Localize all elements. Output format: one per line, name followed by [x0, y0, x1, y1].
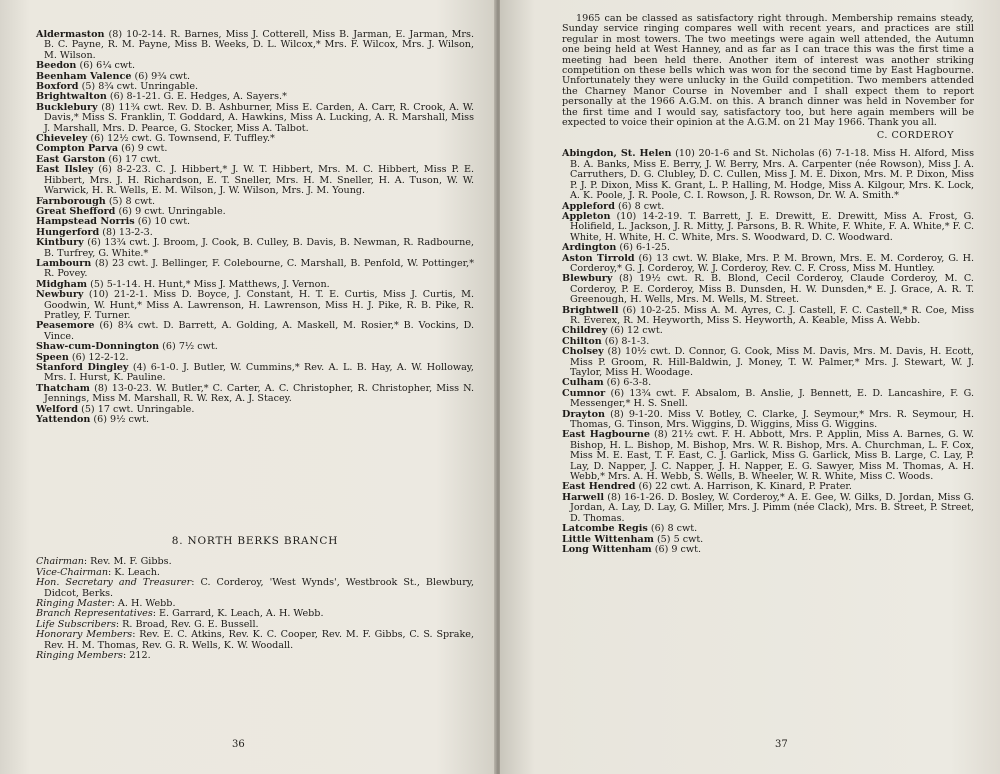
tower-name: Appleford [562, 200, 615, 212]
tower-name: East Ilsley [36, 164, 94, 176]
tower-details: (6) 8-2-23. C. J. Hibbert,* J. W. T. Hibbert, Mrs. M. C. Hibbert, Miss P. E. Hibbert, Mrs. J. H. Richardson, E. T. Sneller, Mrs. H. M. Sneller, H. A. Tuson, W. W. Warwick, H. R. Wells, E. M. Wilson, J. W. Wilson, Mrs. J. M. Young. [44, 164, 474, 197]
officer-role: Life Subscribers [36, 618, 116, 630]
tower-name: Great Shefford [36, 205, 116, 217]
tower-entry [562, 306, 974, 327]
page-number-right: 37 [775, 739, 788, 750]
tower-details: (8) 10-2-14. R. Barnes, Miss J. Cotterell, Miss B. Jarman, E. Jarman, Mrs. B. C. Payne, R. M. Payne, Miss B. Weeks, D. L. Wilcox,* Mrs. F. Wilcox, Mrs. J. Wilson, M. Wilson. [44, 29, 474, 61]
officer-names: : R. Broad, Rev. G. E. Bussell. [115, 618, 259, 630]
tower-name: East Garston [36, 153, 106, 165]
tower-entry [36, 259, 474, 280]
tower-details: (6) 17 cwt. [105, 153, 161, 165]
tower-details: (10) 21-2-1. Miss D. Boyce, J. Constant, H. T. E. Curtis, Miss J. Curtis, M. Goodwin, W. Hunt,* Miss A. Lawrenson, H. Lawrenson, Miss H. J. Pike, R. B. Pike, R. Pratley, F. Turner. [44, 289, 474, 321]
tower-details: (4) 6-1-0. J. Butler, W. Cummins,* Rev. A. L. B. Hay, A. W. Holloway, Mrs. I. Hurst, K. Pauline. [44, 362, 474, 384]
branch-officers [36, 557, 474, 661]
tower-details: (8) 13-2-3. [99, 226, 153, 238]
tower-name: Childrey [562, 325, 608, 337]
tower-details: (6) 6-3-8. [603, 377, 652, 389]
tower-name: Abingdon, St. Helen [562, 148, 672, 160]
tower-details: (5) 5 cwt. [653, 533, 704, 545]
tower-details: (6) 8-1-3. [601, 335, 650, 347]
tower-name: Hungerford [36, 226, 100, 238]
officer-role: Ringing Master [36, 598, 112, 610]
tower-details: (6) 10-2-25. Miss A. M. Ayres, C. J. Castell, F. C. Castell,* R. Coe, Miss R. Everex, R. M. Heyworth, Miss S. Heyworth, A. Keable, Miss A. Webb. [570, 304, 974, 326]
tower-details: (6) 6-1-25. [616, 242, 670, 254]
tower-details: (6) 13¾ cwt. F. Absalom, B. Anslie, J. Bennett, E. D. Lancashire, F. G. Messenger,* H. S. Snell. [570, 387, 974, 410]
tower-name: Aldermaston [36, 29, 105, 40]
tower-details: (10) 14-2-19. T. Barrett, J. E. Drewitt, E. Drewitt, Miss A. Frost, G. Holifield, L. Jackson, J. R. Mitty, J. Parsons, B. R. White, F. White, F. A. White,* F. C. White, H. White, H. C. White, Mrs. S. Woodward, D. C. Woodward. [570, 210, 974, 243]
tower-name: Culham [562, 377, 604, 389]
tower-details: (8) 19½ cwt. R. B. Blond, Cecil Corderoy, Claude Corderoy, M. C. Corderoy, P. E. Corderoy, Miss B. Dunsden, H. W. Dunsden,* E. J. Grace, A. R. T. Greenough, H. Wells, Mrs. M. Wells, M. Street. [570, 273, 974, 306]
officer-role: Vice-Chairman [36, 566, 109, 578]
tower-details: (6) 13 cwt. W. Blake, Mrs. P. M. Brown, Mrs. E. M. Corderoy, G. H. Corderoy,* G. J. Corderoy, W. J. Corderoy, Rev. C. F. Cross, Miss M. Huntley. [570, 252, 975, 274]
tower-details: (6) 9 cwt. Unringable. [115, 205, 226, 217]
tower-name: Harwell [562, 491, 604, 503]
tower-details: (8) 9-1-20. Miss V. Botley, C. Clarke, J. Seymour,* Mrs. R. Seymour, H. Thomas, G. Tinson, Mrs. Wiggins, D. Wiggins, Miss G. Wiggins. [570, 408, 974, 431]
tower-details: (6) 8-1-21. G. E. Hedges, A. Sayers.* [106, 91, 287, 103]
officer-role: Honorary Members [36, 629, 133, 641]
tower-details: (5) 8¾ cwt. Unringable. [78, 81, 199, 93]
tower-details: (8) 23 cwt. J. Bellinger, F. Colebourne, C. Marshall, B. Penfold, W. Pottinger,* R. Povey. [44, 257, 474, 280]
tower-name: Brightwalton [36, 91, 107, 103]
tower-name: Stanford Dingley [36, 362, 129, 373]
tower-name: Chilton [562, 335, 602, 347]
officer-names: : E. Garrard, K. Leach, A. H. Webb. [152, 608, 324, 620]
officer-names: : 212. [122, 650, 151, 662]
officer-names: : A. H. Webb. [111, 598, 176, 610]
tower-name: Long Wittenham [562, 543, 652, 555]
tower-entry [562, 149, 974, 201]
tower-name: Little Wittenham [562, 533, 654, 545]
officer-names: : C. Corderoy, 'West Wynds', Westbrook St., Blewbury, Didcot, Berks. [44, 577, 474, 599]
tower-name: East Hagbourne [562, 429, 650, 441]
tower-entry [36, 363, 474, 384]
tower-details: (5) 5-1-14. H. Hunt,* Miss J. Matthews, J. Vernon. [87, 278, 330, 290]
tower-details: (5) 8 cwt. [105, 195, 156, 207]
tower-details: (10) 20-1-6 and St. Nicholas (6) 7-1-18. Miss H. Alford, Miss B. A. Banks, Miss E. Berry, J. W. Berry, Mrs. A. Carpenter (née Rowson), Miss J. A. Carruthers, D. G. Clubley, D. C. Cullen, Miss J. M. E. Dixon, Mrs. M. P. Dixon, Miss P. J. P. Dixon, Miss K. Grant, L. P. Halling, M. Hodge, Miss A. Kilgour, Mrs. K. Lock, A. K. Poole, J. R. Poole, C. I. Rowson, J. R. Rowson, Dr. W. A. Smith.* [570, 148, 974, 202]
tower-name: Farnborough [36, 195, 106, 207]
tower-details: (6) 12½ cwt. G. Townsend, F. Tuffley.* [87, 133, 275, 145]
right-page [500, 0, 1000, 774]
tower-name: Compton Parva [36, 143, 119, 155]
tower-name: Kintbury [36, 237, 84, 249]
tower-entry [36, 238, 474, 259]
tower-details: (8) 10½ cwt. D. Connor, G. Cook, Miss M. Davis, Mrs. M. Davis, H. Ecott, Miss P. Groom, R. Hill-Baldwin, J. Money, T. W. Palmer,* Mrs. J. Stewart, W. J. Taylor, Miss H. Woodage. [570, 346, 974, 378]
branch-report: 1965 can be classed as satisfactory right through. Membership remains steady, Sunday service ringing compares well with recent years, and practices are still regular in most towers. The two meetings were again well attended, the Autumn one being held at West Hanney, and as far as I can trace this was the first time a meeting had been held there. Another item of interest was another striking competition on these bells which was won for the second time by East Hagbourne. Unfortunately they were unlucky in the Guild competition. Two members attended the Charney Manor Course in November and I shall expect them to report personally at the 1966 A.G.M. on this. A branch dinner was held in November for the first time and I would say, satisfactory too, but here again members will be expected to voice their opinion at the A.G.M. on 21 May 1966. Thank you all. [562, 13, 974, 129]
branch-title: 8. NORTH BERKS BRANCH [171, 535, 339, 548]
tower-details: (6) 12-2-12. [68, 351, 129, 363]
tower-entry [562, 430, 974, 482]
right-entries-list [562, 149, 974, 555]
tower-name: Shaw-cum-Donnington [36, 341, 160, 353]
tower-details: (6) 12 cwt. [607, 325, 663, 337]
tower-name: Yattendon [36, 414, 91, 426]
spacer [36, 425, 474, 535]
tower-details: (6) 9 cwt. [118, 143, 168, 155]
tower-name: Speen [36, 351, 69, 363]
tower-name: Peasemore [36, 320, 95, 332]
tower-details: (8) 16-1-26. D. Bosley, W. Corderoy,* A. E. Gee, W. Gilks, D. Jordan, Miss G. Jordan, A. Lay, D. Lay, G. Miller, Mrs. J. Pimm (née Clack), Mrs. B. Street, P. Street, D. Thomas. [570, 491, 974, 524]
tower-details: (8) 11¾ cwt. Rev. D. B. Ashburner, Miss E. Carden, A. Carr, R. Crook, A. W. Davis,* Miss S. Franklin, T. Goddard, A. Hawkins, Miss A. Lucking, A. R. Marshall, Miss J. Marshall, Mrs. D. Pearce, G. Stocker, Miss A. Talbot. [44, 101, 474, 134]
tower-name: Appleton [562, 210, 611, 222]
tower-name: Brightwell [562, 304, 619, 316]
tower-details: (6) 7½ cwt. [159, 341, 218, 353]
tower-entry [562, 254, 974, 275]
left-entries-list [36, 30, 474, 425]
tower-name: Beedon [36, 60, 77, 72]
officer-role: Chairman [36, 556, 84, 568]
tower-details: (6) 8¾ cwt. D. Barrett, A. Golding, A. Maskell, M. Rosier,* B. Vockins, D. Vince. [44, 320, 474, 342]
officer-names: : K. Leach. [108, 566, 160, 578]
tower-name: Blewbury [562, 273, 613, 285]
tower-entry [562, 410, 974, 431]
tower-entry [36, 30, 474, 61]
tower-entry [36, 384, 474, 405]
tower-name: Bucklebury [36, 101, 98, 113]
tower-name: Newbury [36, 289, 84, 301]
tower-entry [562, 347, 974, 378]
tower-details: (5) 17 cwt. Unringable. [78, 403, 195, 415]
tower-details: (6) 9¾ cwt. [131, 70, 191, 82]
tower-name: Chieveley [36, 133, 88, 145]
tower-name: Latcombe Regis [562, 523, 648, 535]
tower-details: (6) 8 cwt. [647, 523, 698, 535]
tower-name: Boxford [36, 81, 79, 93]
tower-details: (6) 22 cwt. A. Harrison, K. Kinard, P. Prater. [635, 481, 852, 493]
tower-name: Aston Tirrold [562, 252, 635, 264]
tower-entry [36, 290, 474, 321]
tower-entry [562, 493, 974, 524]
tower-details: (6) 8 cwt. [614, 200, 665, 212]
tower-entry [562, 545, 974, 555]
officer-names: : Rev. E. C. Atkins, Rev. K. C. Cooper, Rev. M. F. Gibbs, C. S. Sprake, Rev. H. M. Thomas, Rev. G. R. Wells, K. W. Woodall. [44, 629, 475, 651]
tower-name: Thatcham [36, 382, 90, 394]
tower-entry [36, 321, 474, 342]
tower-details: (6) 9 cwt. [651, 543, 702, 555]
tower-details: (6) 9½ cwt. [90, 414, 149, 426]
tower-name: Drayton [562, 408, 605, 420]
page-number-left: 36 [232, 739, 245, 750]
tower-details: (8) 21½ cwt. F. H. Abbott, Mrs. P. Applin, Miss A. Barnes, G. W. Bishop, H. L. Bishop, M. Bishop, Mrs. W. R. Bishop, Mrs. A. Churchman, L. F. Cox, Miss M. E. East, T. F. East, C. J. Garlick, Miss G. Garlick, Miss B. Large, C. Lay, P. Lay, D. Napper, J. C. Napper, J. H. Napper, E. G. Sawyer, Miss M. Thomas, A. H. Webb,* Mrs. A. H. Webb, S. Wells, B. Wheeler, W. R. White, Miss C. Woods. [570, 429, 974, 483]
tower-name: East Hendred [562, 481, 636, 493]
officer-line [36, 578, 474, 599]
tower-entry [562, 212, 974, 243]
officer-role: Branch Representatives [36, 608, 153, 620]
tower-name: Hampstead Norris [36, 216, 135, 228]
tower-entry [36, 415, 474, 425]
officer-role: Ringing Members [36, 650, 123, 662]
left-page [0, 0, 496, 774]
officer-names: : Rev. M. F. Gibbs. [83, 556, 172, 568]
tower-name: Cholsey [562, 346, 604, 358]
tower-entry [562, 389, 974, 410]
tower-name: Midgham [36, 278, 88, 290]
tower-entry [562, 274, 974, 305]
tower-details: (6) 6¼ cwt. [76, 60, 136, 72]
report-signature: C. CORDEROY [876, 130, 954, 142]
officer-line [36, 630, 474, 651]
tower-details: (6) 13¾ cwt. J. Broom, J. Cook, B. Culley, B. Davis, B. Newman, R. Radbourne, B. Turfrey, G. White.* [44, 237, 474, 259]
tower-entry [36, 165, 474, 196]
tower-entry [36, 103, 474, 134]
tower-name: Lambourn [36, 257, 92, 269]
officer-line [36, 651, 474, 661]
tower-name: Ardington [562, 242, 617, 254]
officer-role: Hon. Secretary and Treasurer [36, 577, 192, 589]
tower-name: Welford [36, 403, 79, 415]
tower-name: Beenham Valence [36, 70, 132, 82]
tower-details: (8) 13-0-23. W. Butler,* C. Carter, A. C. Christopher, R. Christopher, Miss N. Jennings, Miss M. Marshall, R. W. Rex, A. J. Stacey. [44, 382, 474, 405]
tower-details: (6) 10 cwt. [134, 216, 191, 228]
tower-name: Cumnor [562, 387, 606, 399]
